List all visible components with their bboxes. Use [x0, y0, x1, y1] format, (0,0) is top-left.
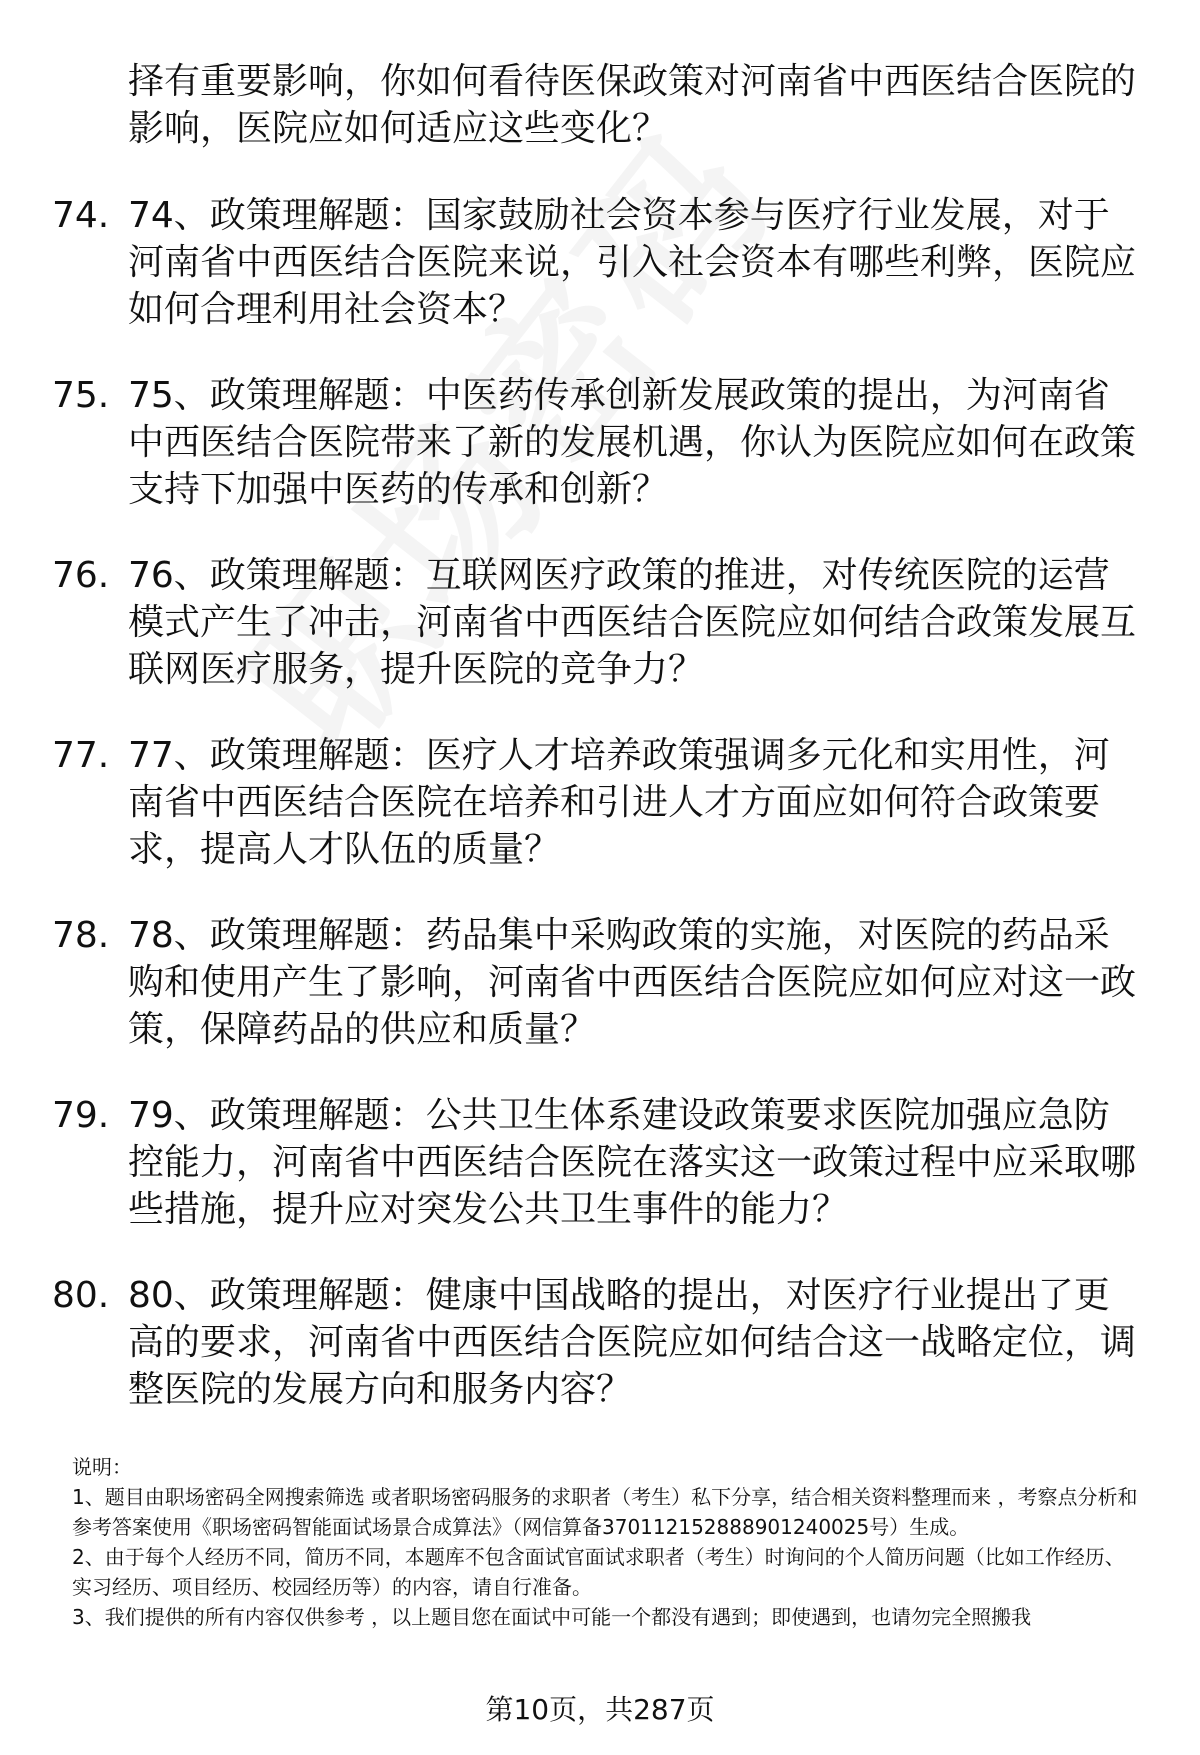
- notes-section: [72, 1452, 1142, 1632]
- question-list: [52, 192, 1152, 1452]
- question-text: 75、政策理解题：中医药传承创新发展政策的提出，为河南省中西医结合医院带来了新的发展机遇，你认为医院应如何在政策支持下加强中医药的传承和创新？: [128, 375, 1137, 510]
- list-item: [52, 1272, 1152, 1452]
- notes-heading: 说明：: [72, 1455, 132, 1479]
- list-item: [52, 912, 1152, 1092]
- question-text: 77、政策理解题：医疗人才培养政策强调多元化和实用性，河南省中西医结合医院在培养和引进人才方面应如何符合政策要求，提高人才队伍的质量？: [128, 735, 1110, 870]
- list-item: [52, 1092, 1152, 1272]
- question-text: 78、政策理解题：药品集中采购政策的实施，对医院的药品采购和使用产生了影响，河南省中西医结合医院应如何应对这一政策，保障药品的供应和质量？: [128, 915, 1137, 1050]
- list-item: [52, 732, 1152, 912]
- question-number: 78.: [52, 915, 110, 956]
- question-number: 79.: [52, 1095, 110, 1136]
- question-continuation: 择有重要影响，你如何看待医保政策对河南省中西医结合医院的影响，医院应如何适应这些变化？: [128, 61, 1137, 149]
- list-item: [52, 552, 1152, 732]
- note-item: 2、由于每个人经历不同，简历不同，本题库不包含面试官面试求职者（考生）时询问的个人简历问题（比如工作经历、实习经历、项目经历、校园经历等）的内容，请自行准备。: [72, 1545, 1125, 1599]
- question-number: 74.: [52, 195, 110, 236]
- list-item: [52, 192, 1152, 372]
- note-item: 3、我们提供的所有内容仅供参考 ，以上题目您在面试中可能一个都没有遇到；即使遇到，也请勿完全照搬我: [72, 1605, 1032, 1629]
- question-number: 80.: [52, 1275, 110, 1316]
- question-number: 75.: [52, 375, 110, 416]
- question-number: 76.: [52, 555, 110, 596]
- page-footer: 第10页，共287页: [485, 1693, 715, 1726]
- question-number: 77.: [52, 735, 110, 776]
- question-text: 79、政策理解题：公共卫生体系建设政策要求医院加强应急防控能力，河南省中西医结合医院在落实这一政策过程中应采取哪些措施，提升应对突发公共卫生事件的能力？: [128, 1095, 1137, 1230]
- question-text: 76、政策理解题：互联网医疗政策的推进，对传统医院的运营模式产生了冲击，河南省中西医结合医院应如何结合政策发展互联网医疗服务，提升医院的竞争力？: [128, 555, 1137, 690]
- list-item: [52, 372, 1152, 552]
- question-text: 74、政策理解题：国家鼓励社会资本参与医疗行业发展，对于河南省中西医结合医院来说，引入社会资本有哪些利弊，医院应如何合理利用社会资本？: [128, 195, 1137, 330]
- note-item: 1、题目由职场密码全网搜索筛选 或者职场密码服务的求职者（考生）私下分享，结合相关资料整理而来 ，考察点分析和参考答案使用《职场密码智能面试场景合成算法》（网信算备370112152888901240025号）生成。: [72, 1485, 1138, 1539]
- question-text: 80、政策理解题：健康中国战略的提出，对医疗行业提出了更高的要求，河南省中西医结合医院应如何结合这一战略定位，调整医院的发展方向和服务内容？: [128, 1275, 1137, 1410]
